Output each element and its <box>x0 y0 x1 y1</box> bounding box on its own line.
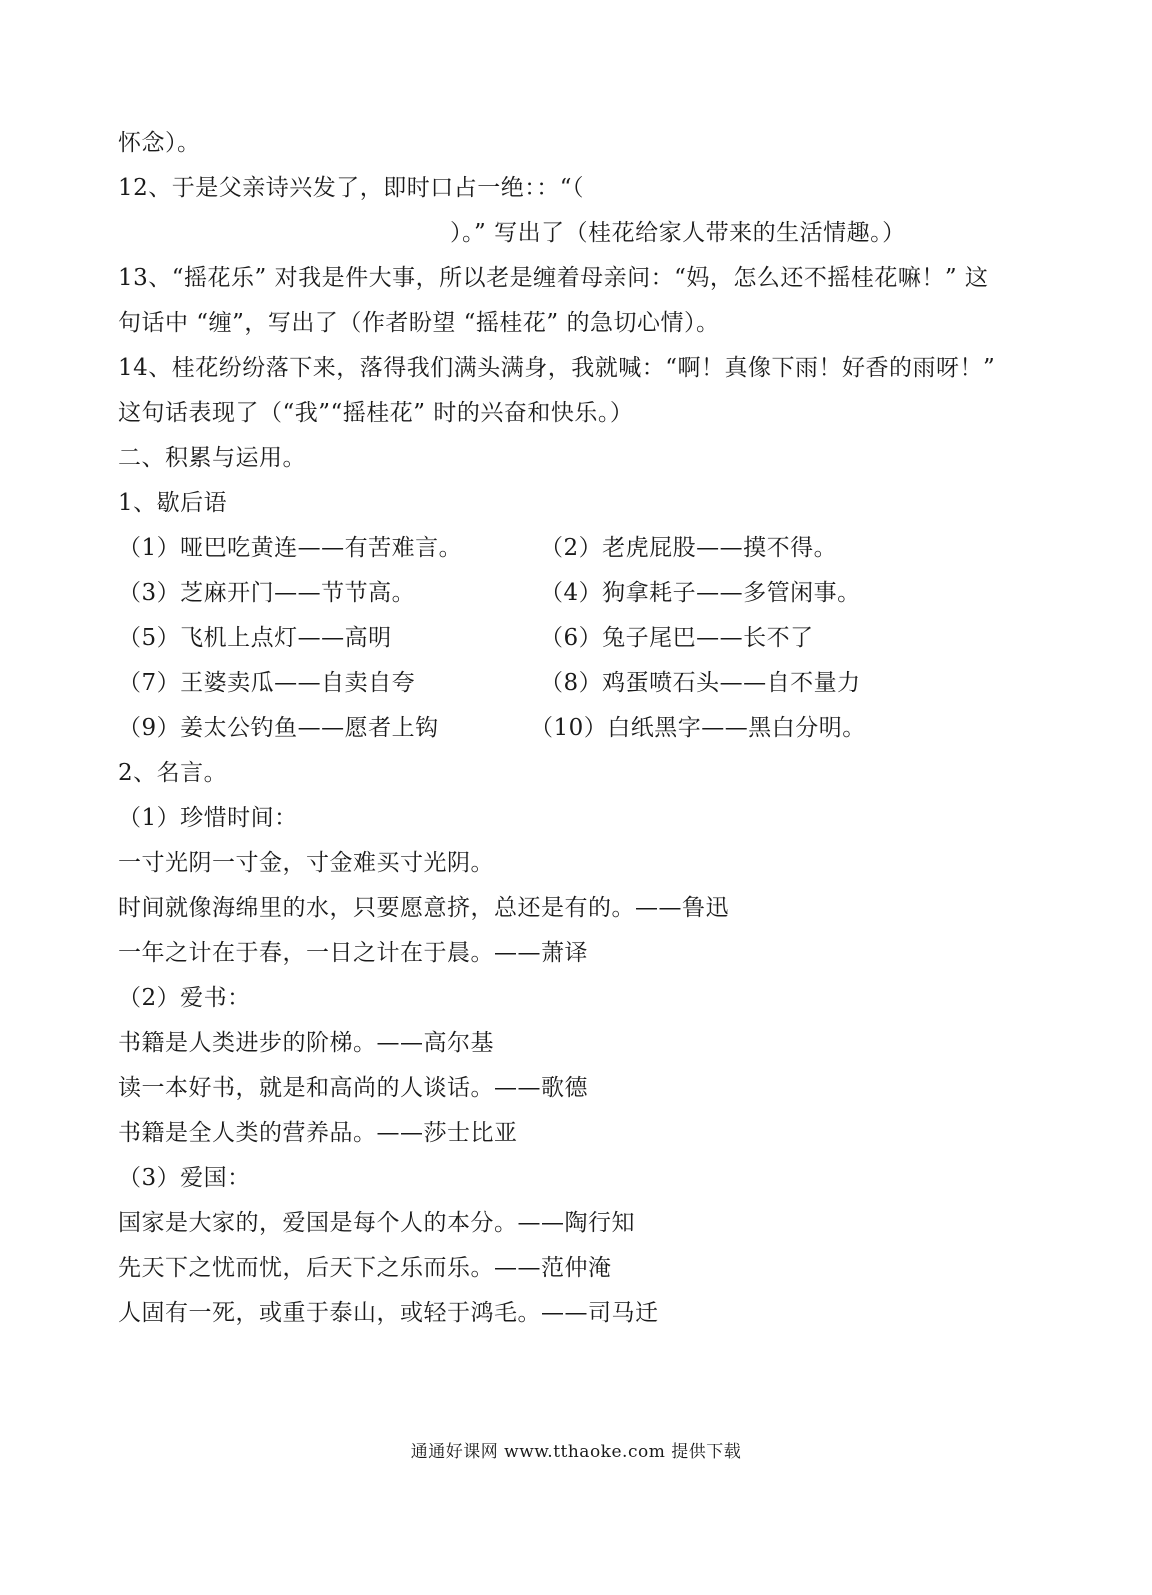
xiehouyu-item: （1）哑巴吃黄连——有苦难言。 <box>118 535 463 561</box>
xiehouyu-item: （9）姜太公钓鱼——愿者上钩 <box>118 715 439 741</box>
xiehouyu-item: （4）狗拿耗子——多管闲事。 <box>540 580 861 606</box>
quote-line: 读一本好书，就是和高尚的人谈话。——歌德 <box>118 1075 588 1101</box>
question-13: 13、“摇花乐” 对我是件大事，所以老是缠着母亲问：“妈，怎么还不摇桂花嘛！” 这 <box>118 265 989 291</box>
quote-line: 一年之计在于春，一日之计在于晨。——萧译 <box>118 940 588 966</box>
xiehouyu-item: （3）芝麻开门——节节高。 <box>118 580 416 606</box>
subsection-heading: 2、名言。 <box>118 760 228 786</box>
xiehouyu-item: （2）老虎屁股——摸不得。 <box>540 535 838 561</box>
xiehouyu-item: （8）鸡蛋喷石头——自不量力 <box>540 670 861 696</box>
question-14-answer: 这句话表现了（“我”“摇桂花” 时的兴奋和快乐。） <box>118 400 634 426</box>
quote-line: 国家是大家的，爱国是每个人的本分。——陶行知 <box>118 1210 635 1236</box>
quote-line: 一寸光阴一寸金，寸金难买寸光阴。 <box>118 850 494 876</box>
xiehouyu-item: （7）王婆卖瓜——自卖自夸 <box>118 670 416 696</box>
quote-category: （2）爱书： <box>118 985 251 1011</box>
xiehouyu-item: （5）飞机上点灯——高明 <box>118 625 392 651</box>
question-12-answer: ）。” 写出了（桂花给家人带来的生活情趣。） <box>450 220 906 246</box>
quote-category: （1）珍惜时间： <box>118 805 298 831</box>
quote-line: 时间就像海绵里的水，只要愿意挤，总还是有的。——鲁迅 <box>118 895 729 921</box>
quote-category: （3）爱国： <box>118 1165 251 1191</box>
page-footer: 通通好课网 www.tthaoke.com 提供下载 <box>410 1442 742 1462</box>
text-line: 怀念）。 <box>118 130 201 156</box>
question-13-answer: 句话中 “缠”，写出了（作者盼望 “摇桂花” 的急切心情）。 <box>118 310 720 336</box>
subsection-heading: 1、歇后语 <box>118 490 228 516</box>
quote-line: 书籍是全人类的营养品。——莎士比亚 <box>118 1120 518 1146</box>
question-14: 14、桂花纷纷落下来，落得我们满头满身，我就喊：“啊！真像下雨！好香的雨呀！” <box>118 355 996 381</box>
xiehouyu-item: （6）兔子尾巴——长不了 <box>540 625 814 651</box>
quote-line: 先天下之忧而忧，后天下之乐而乐。——范仲淹 <box>118 1255 612 1281</box>
question-12: 12、于是父亲诗兴发了，即时口占一绝：：“（ <box>118 175 585 201</box>
section-heading: 二、积累与运用。 <box>118 445 306 471</box>
quote-line: 人固有一死，或重于泰山，或轻于鸿毛。——司马迁 <box>118 1300 659 1326</box>
xiehouyu-item: （10）白纸黑字——黑白分明。 <box>530 715 866 741</box>
quote-line: 书籍是人类进步的阶梯。——高尔基 <box>118 1030 494 1056</box>
